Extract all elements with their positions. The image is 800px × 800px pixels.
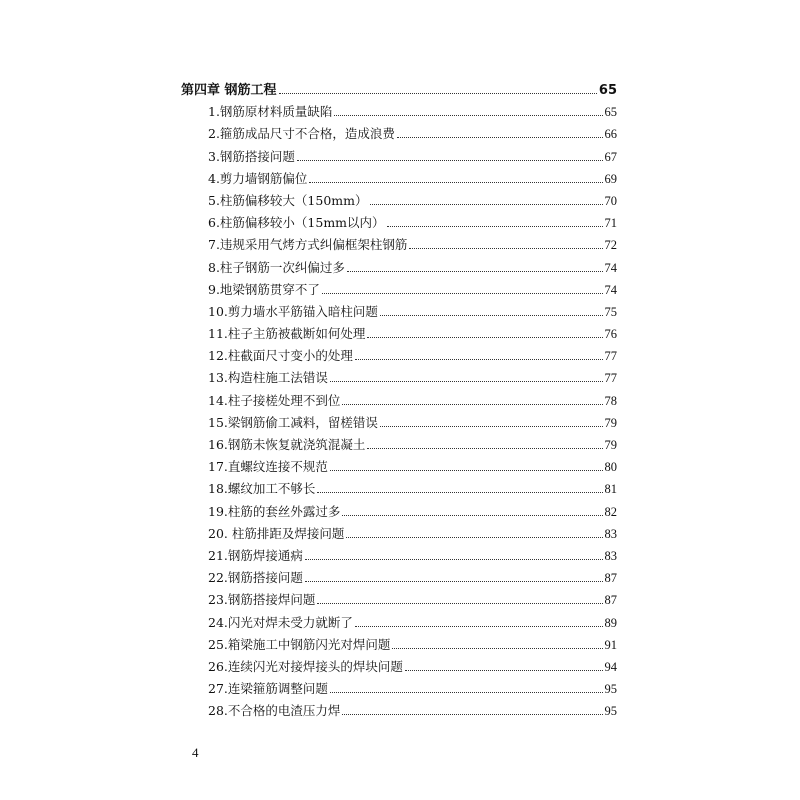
toc-entry-page-number: 75 xyxy=(604,304,617,319)
leader-dots xyxy=(309,182,602,183)
leader-dots xyxy=(347,271,603,272)
toc-entry-title: 27.连梁箍筋调整问题 xyxy=(208,681,328,697)
toc-entry-title: 24.闪光对焊未受力就断了 xyxy=(208,614,353,630)
leader-dots xyxy=(330,381,603,382)
leader-dots xyxy=(297,160,603,161)
toc-entry-page-number: 83 xyxy=(604,526,617,541)
leader-dots xyxy=(392,648,602,649)
toc-entry-title: 26.连续闪光对接焊接头的焊块问题 xyxy=(208,658,403,674)
toc-entry-title: 28.不合格的电渣压力焊 xyxy=(208,703,341,719)
toc-entry-title: 9.地梁钢筋贯穿不了 xyxy=(208,281,320,297)
toc-entry xyxy=(181,98,617,120)
toc-entry xyxy=(181,475,617,497)
toc-entry xyxy=(181,320,617,342)
leader-dots xyxy=(342,515,602,516)
toc-entry-page-number: 94 xyxy=(604,659,617,674)
toc-entry-page-number: 78 xyxy=(604,393,617,408)
toc-entry-title: 11.柱子主筋被截断如何处理 xyxy=(208,326,366,342)
toc-entry-page-number: 79 xyxy=(604,438,617,452)
toc-entry xyxy=(181,209,617,231)
leader-dots xyxy=(342,714,602,715)
toc-entry-page-number: 87 xyxy=(604,571,617,586)
toc-entry xyxy=(181,276,617,298)
toc-entry-page-number: 87 xyxy=(604,593,617,608)
toc-entry xyxy=(181,364,617,386)
toc-entry xyxy=(181,231,617,253)
toc-entry-page-number: 91 xyxy=(604,637,617,652)
leader-dots xyxy=(355,626,603,627)
toc-entry-page-number: 65 xyxy=(604,105,617,120)
toc-entry-title: 15.梁钢筋偷工减料，留槎错误 xyxy=(208,414,378,430)
leader-dots xyxy=(342,404,602,405)
leader-dots xyxy=(330,692,603,693)
toc-entry xyxy=(181,409,617,431)
toc-entry-title: 2.箍筋成品尺寸不合格，造成浪费 xyxy=(208,126,395,142)
toc-entry xyxy=(181,431,617,453)
toc-entry-title: 3.钢筋搭接问题 xyxy=(208,148,295,164)
toc-entry-title: 8.柱子钢筋一次纠偏过多 xyxy=(208,259,345,275)
toc-entry-title: 5.柱筋偏移较大（150mm） xyxy=(208,192,368,208)
leader-dots xyxy=(305,581,603,582)
leader-dots xyxy=(397,137,603,138)
toc-entry-title: 13.构造柱施工法错误 xyxy=(208,370,328,386)
leader-dots xyxy=(317,603,602,604)
toc-entry-page-number: 74 xyxy=(604,260,617,275)
toc-entry-page-number: 67 xyxy=(604,149,617,164)
toc-entry-page-number: 82 xyxy=(604,504,617,519)
leader-dots xyxy=(317,492,602,493)
chapter-page-number: 65 xyxy=(598,83,617,98)
toc-entry-page-number: 95 xyxy=(604,682,617,697)
toc-entry xyxy=(181,187,617,209)
toc-entry xyxy=(181,564,617,586)
leader-dots xyxy=(370,204,603,205)
leader-dots xyxy=(330,470,603,471)
toc-entry-title: 1.钢筋原材料质量缺陷 xyxy=(208,104,333,120)
toc-entry-page-number: 95 xyxy=(604,704,617,719)
toc-entry xyxy=(181,453,617,475)
toc-entry-page-number: 81 xyxy=(604,482,617,497)
leader-dots xyxy=(380,426,603,427)
toc-entry xyxy=(181,631,617,653)
toc-entry-page-number: 70 xyxy=(604,193,617,208)
toc-entry-page-number: 83 xyxy=(604,548,617,563)
toc-entry-page-number: 89 xyxy=(604,615,617,630)
toc-entry xyxy=(181,497,617,519)
toc-entry-page-number: 80 xyxy=(604,460,617,475)
toc-entry-title: 6.柱筋偏移较小（15mm以内） xyxy=(208,215,385,231)
toc-entry-title: 23.钢筋搭接焊问题 xyxy=(208,592,316,608)
leader-dots xyxy=(346,537,602,538)
toc-entry-title: 10.剪力墙水平筋锚入暗柱问题 xyxy=(208,303,378,319)
leader-dots xyxy=(305,559,603,560)
toc-entry xyxy=(181,165,617,187)
toc-entry-page-number: 77 xyxy=(604,349,617,364)
leader-dots xyxy=(334,115,602,116)
toc-entry-title: 14.柱子接槎处理不到位 xyxy=(208,392,341,408)
toc-entry xyxy=(181,697,617,719)
toc-entry-title: 18.螺纹加工不够长 xyxy=(208,481,316,497)
toc-entry-title: 4.剪力墙钢筋偏位 xyxy=(208,170,308,186)
toc-entry xyxy=(181,342,617,364)
toc-entry xyxy=(181,142,617,164)
toc-entry-page-number: 77 xyxy=(604,371,617,386)
chapter-heading xyxy=(181,72,617,98)
toc-entry xyxy=(181,542,617,564)
leader-dots xyxy=(367,448,602,449)
toc-entry-page-number: 79 xyxy=(604,415,617,430)
toc-entry-page-number: 72 xyxy=(604,238,617,253)
toc-entry xyxy=(181,675,617,697)
toc-entry xyxy=(181,298,617,320)
toc-entry-page-number: 74 xyxy=(604,282,617,297)
toc-entry-page-number: 76 xyxy=(604,327,617,342)
toc-entry xyxy=(181,653,617,675)
leader-dots xyxy=(380,315,603,316)
toc-entry xyxy=(181,253,617,275)
toc-entry xyxy=(181,586,617,608)
toc-entry-title: 16.钢筋未恢复就浇筑混凝土 xyxy=(208,437,366,452)
toc-entry xyxy=(181,520,617,542)
toc-entry xyxy=(181,386,617,408)
page-number-footer: 4 xyxy=(192,745,199,760)
toc-entry xyxy=(181,120,617,142)
toc-entry-title: 12.柱截面尺寸变小的处理 xyxy=(208,348,353,364)
leader-dots xyxy=(409,248,602,249)
toc-entry-title: 21.钢筋焊接通病 xyxy=(208,547,303,563)
toc-entry-title: 20. 柱筋排距及焊接问题 xyxy=(208,525,345,541)
leader-dots xyxy=(405,670,603,671)
leader-dots xyxy=(387,226,603,227)
leader-dots xyxy=(367,337,602,338)
chapter-title: 第四章 钢筋工程 xyxy=(181,83,277,98)
leader-dots xyxy=(355,359,603,360)
toc-entry-title: 19.柱筋的套丝外露过多 xyxy=(208,503,341,519)
toc-entry-title: 17.直螺纹连接不规范 xyxy=(208,459,328,475)
toc-entry-page-number: 69 xyxy=(604,171,617,186)
table-of-contents xyxy=(181,72,617,719)
toc-entry-title: 25.箱梁施工中钢筋闪光对焊问题 xyxy=(208,636,391,652)
toc-entry-page-number: 71 xyxy=(604,216,617,231)
toc-entry-page-number: 66 xyxy=(604,127,617,142)
leader-dots xyxy=(322,293,603,294)
toc-entry-title: 22.钢筋搭接问题 xyxy=(208,570,303,586)
toc-entry xyxy=(181,608,617,630)
leader-dots xyxy=(279,93,597,94)
toc-entry-title: 7.违规采用气烤方式纠偏框架柱钢筋 xyxy=(208,237,408,253)
